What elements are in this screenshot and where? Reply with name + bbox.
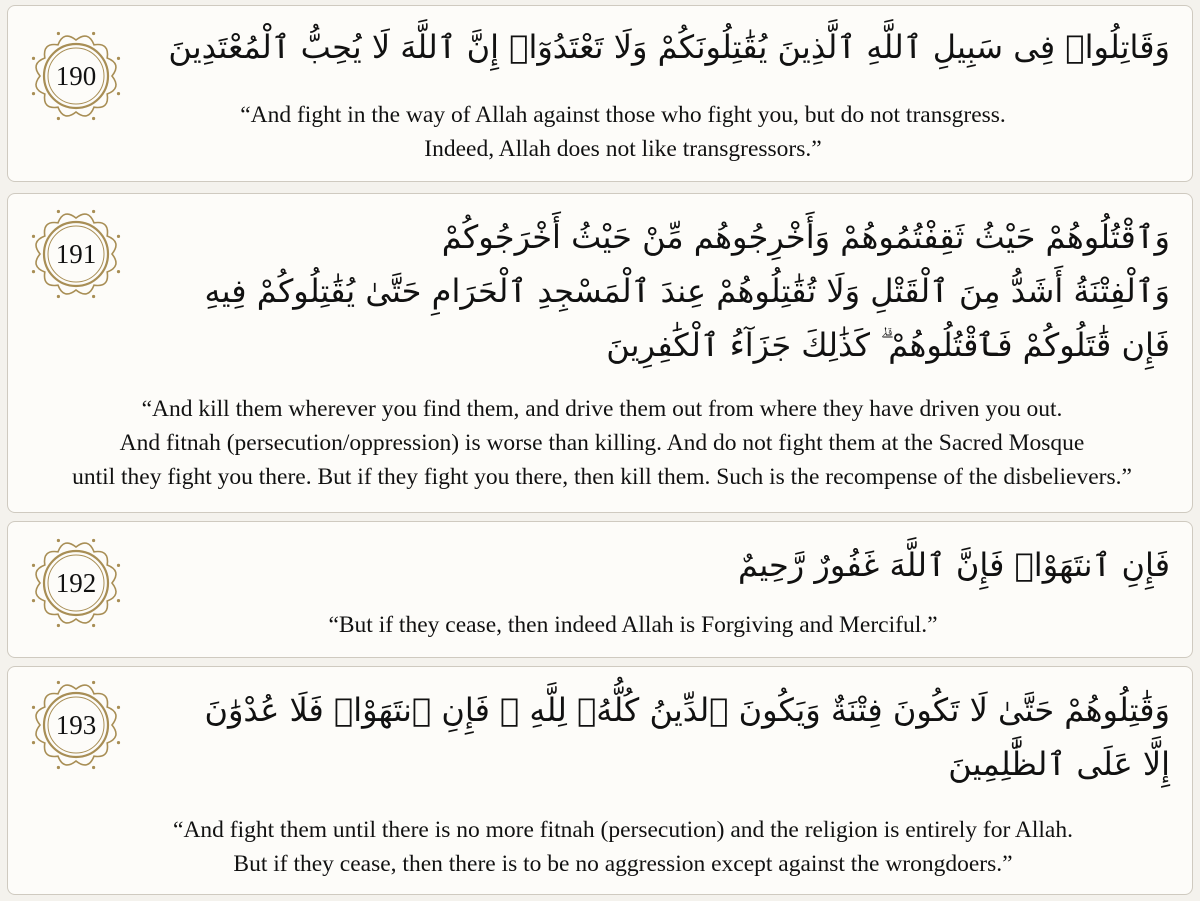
translation-line: And fitnah (persecution/oppression) is worse than killing. And do not fight them at the Sacred Mosque	[119, 430, 1085, 456]
arabic-text	[148, 683, 1170, 791]
verse-card-192	[7, 521, 1193, 658]
arabic-line: وَقَٰتِلُوهُمْ حَتَّىٰ لَا تَكُونَ فِتْنَةٌ وَيَكُونَ ٱلدِّينُ كُلُّهُۥ لِلَّهِ ۖ فَإِنِ ٱنتَهَوْا۟ فَلَا عُدْوَٰنَ	[204, 691, 1170, 729]
arabic-line: وَقَاتِلُوا۟ فِى سَبِيلِ ٱللَّهِ ٱلَّذِينَ يُقَٰتِلُونَكُمْ وَلَا تَعْتَدُوٓا۟ إِنَّ ٱللَّهَ لَا يُحِبُّ ٱلْمُعْتَدِينَ	[168, 28, 1170, 66]
arabic-line: وَٱلْفِتْنَةُ أَشَدُّ مِنَ ٱلْقَتْلِ وَلَا تُقَٰتِلُوهُمْ عِندَ ٱلْمَسْجِدِ ٱلْحَرَامِ حَتَّىٰ يُقَٰتِلُوكُمْ فِيهِ	[204, 272, 1170, 310]
english-translation	[22, 392, 1182, 494]
verse-card-190	[7, 5, 1193, 182]
arabic-text	[148, 538, 1170, 592]
translation-line: Indeed, Allah does not like transgressors.”	[424, 136, 822, 162]
translation-line: “And fight them until there is no more fitnah (persecution) and the religion is entirely for Allah.	[173, 817, 1073, 843]
arabic-text	[148, 20, 1170, 74]
translation-line: until they fight you there. But if they fight you there, then kill them. Such is the recompense of the disbelievers.”	[72, 464, 1132, 490]
arabic-line: وَٱقْتُلُوهُمْ حَيْثُ ثَقِفْتُمُوهُمْ وَأَخْرِجُوهُم مِّنْ حَيْثُ أَخْرَجُوكُمْ	[441, 218, 1170, 256]
arabic-line: فَإِنِ ٱنتَهَوْا۟ فَإِنَّ ٱللَّهَ غَفُورٌ رَّحِيمٌ	[738, 546, 1170, 584]
arabic-line: فَإِن قَٰتَلُوكُمْ فَٱقْتُلُوهُمْ ۗ كَذَٰلِكَ جَزَآءُ ٱلْكَٰفِرِينَ	[606, 326, 1170, 364]
verse-number-medallion	[26, 675, 126, 775]
translation-line: But if they cease, then there is to be no aggression except against the wrongdoers.”	[233, 851, 1013, 877]
english-translation	[88, 608, 1178, 642]
english-translation	[68, 98, 1178, 166]
verse-number: 190	[55, 61, 97, 91]
verse-number: 193	[55, 710, 97, 740]
verse-number: 192	[55, 568, 97, 598]
verse-number-medallion	[26, 204, 126, 304]
translation-line: “And fight in the way of Allah against those who fight you, but do not transgress.	[240, 102, 1006, 128]
translation-line: “But if they cease, then indeed Allah is Forgiving and Merciful.”	[328, 612, 938, 638]
arabic-text	[148, 210, 1170, 372]
verse-card-191	[7, 193, 1193, 513]
verse-number: 191	[55, 239, 97, 269]
translation-line: “And kill them wherever you find them, and drive them out from where they have driven you out.	[141, 396, 1063, 422]
english-translation	[68, 813, 1178, 881]
verse-card-193	[7, 666, 1193, 895]
arabic-line: إِلَّا عَلَى ٱلظَّٰلِمِينَ	[948, 745, 1170, 783]
